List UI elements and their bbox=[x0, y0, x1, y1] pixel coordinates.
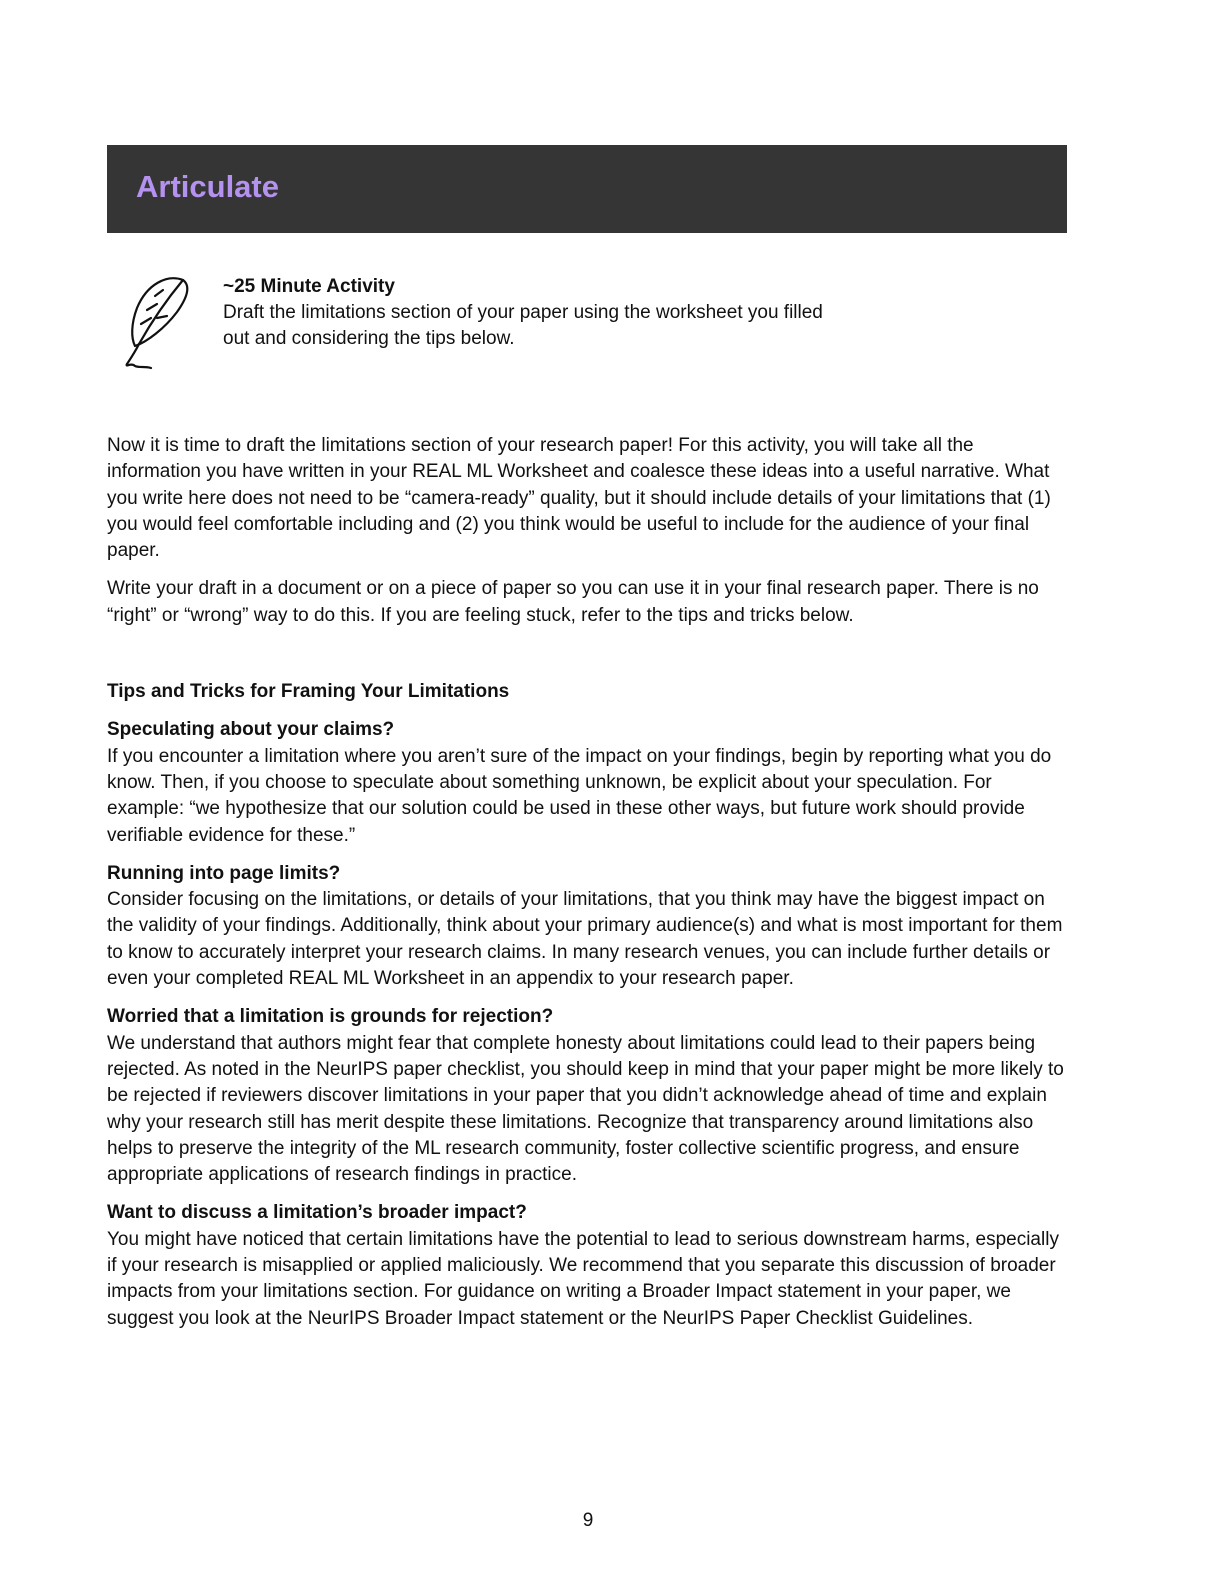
tip-item bbox=[107, 861, 1072, 992]
tip-item bbox=[107, 1200, 1072, 1331]
section-title: Articulate bbox=[136, 169, 279, 204]
activity-callout bbox=[223, 274, 843, 352]
tip-body: We understand that authors might fear that complete honesty about limitations could lead to their papers being rejected. As noted in the NeurIPS paper checklist, you should keep in mind that your paper might be more likely to be rejected if reviewers discover limitations in your paper that you didn’t acknowledge ahead of time and explain why your research still has merit despite these limitations. Recognize that transparency around limitations also helps to preserve the integrity of the ML research community, foster collective scientific progress, and ensure appropriate applications of research findings in practice. bbox=[107, 1032, 1064, 1186]
tip-item bbox=[107, 1004, 1072, 1188]
tip-title: Running into page limits? bbox=[107, 862, 341, 884]
tip-body: Consider focusing on the limitations, or details of your limitations, that you think may have the biggest impact on the validity of your findings. Additionally, think about your primary audience(s) and what is most important for them to know to accurately interpret your research claims. In many research venues, you can include further details or even your completed REAL ML Worksheet in an appendix to your research paper. bbox=[107, 889, 1063, 990]
tip-body: If you encounter a limitation where you aren’t sure of the impact on your findings, begin by reporting what you do know. Then, if you choose to speculate about something unknown, be explicit about your speculation. For example: “we hypothesize that our solution could be used in these other ways, but future work should provide verifiable evidence for these.” bbox=[107, 745, 1052, 846]
tips-heading: Tips and Tricks for Framing Your Limitations bbox=[107, 681, 510, 703]
main-content bbox=[107, 433, 1072, 1344]
activity-duration: ~25 Minute Activity bbox=[223, 276, 395, 297]
tip-title: Want to discuss a limitation’s broader impact? bbox=[107, 1202, 527, 1224]
feather-quill-icon bbox=[117, 272, 197, 372]
activity-description: Draft the limitations section of your paper using the worksheet you filled out and considering the tips below. bbox=[223, 302, 823, 349]
section-banner bbox=[107, 145, 1067, 233]
tip-title: Speculating about your claims? bbox=[107, 719, 395, 741]
tip-title: Worried that a limitation is grounds for rejection? bbox=[107, 1006, 554, 1028]
intro-paragraph-2: Write your draft in a document or on a piece of paper so you can use it in your final research paper. There is no “right” or “wrong” way to do this. If you are feeling stuck, refer to the tips and tricks below. bbox=[107, 578, 1039, 626]
intro-paragraph-1: Now it is time to draft the limitations section of your research paper! For this activity, you will take all the information you have written in your REAL ML Worksheet and coalesce these ideas into a useful narrative. What you write here does not need to be “camera-ready” quality, but it should include details of your limitations that (1) you would feel comfortable including and (2) you think would be useful to include for the audience of your final paper. bbox=[107, 435, 1051, 562]
tip-item bbox=[107, 717, 1072, 848]
page-number: 9 bbox=[582, 1510, 594, 1531]
tip-body: You might have noticed that certain limitations have the potential to lead to serious downstream harms, especially if your research is misapplied or applied maliciously. We recommend that you separate this discussion of broader impacts from your limitations section. For guidance on writing a Broader Impact statement in your paper, we suggest you look at the NeurIPS Broader Impact statement or the NeurIPS Paper Checklist Guidelines. bbox=[107, 1228, 1059, 1329]
